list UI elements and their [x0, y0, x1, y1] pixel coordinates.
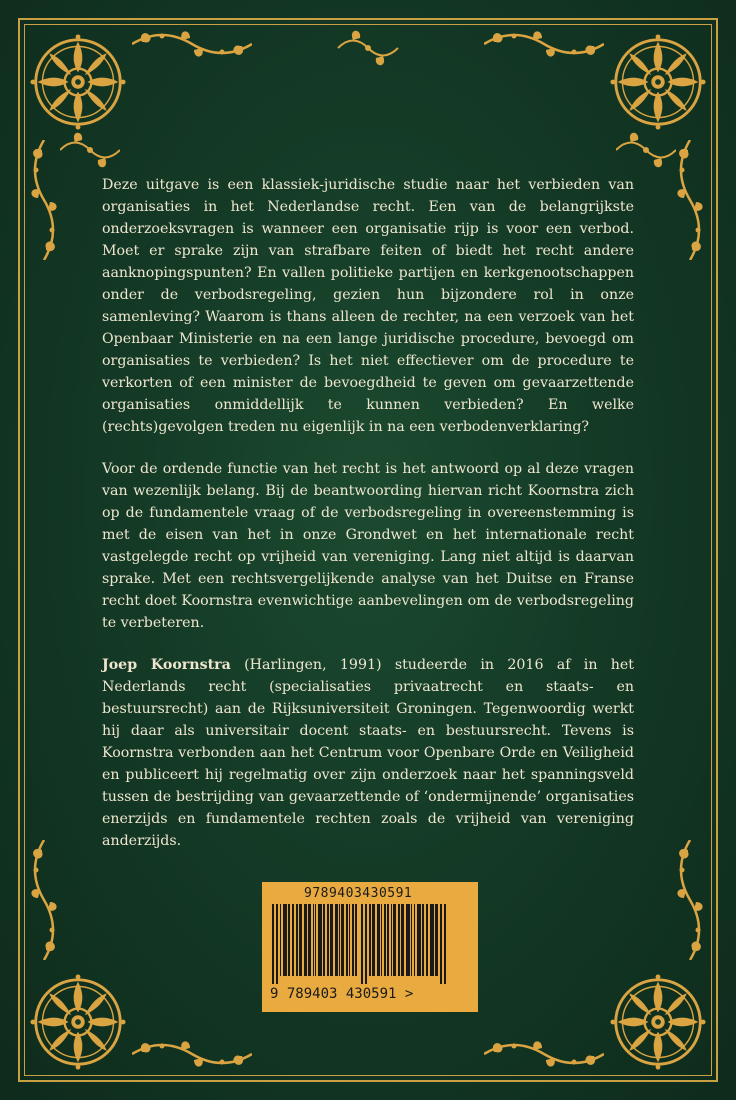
floral-flourish-icon: [336, 28, 400, 68]
floral-flourish-icon: [30, 140, 60, 260]
rosette-ornament-icon: [610, 974, 706, 1070]
floral-flourish-icon: [60, 130, 120, 170]
floral-flourish-icon: [484, 30, 604, 60]
author-bio-text: (Harlingen, 1991) studeerde in 2016 af in het Nederlands recht (specialisaties privaatrecht en staats- en bestuursrecht) aan de Rijksuniversiteit Groningen. Tegenwoordig werkt hij daar als universitair docent staats- en bestuursrecht. Tevens is Koornstra verbonden aan het Centrum voor Openbare Orde en Veiligheid en publiceert hij regelmatig over zijn onderzoek naar het spanningsveld tussen de bestrijding van gevaarzettende of ‘ondermijnende’ organisaties enerzijds en fundamentele rechten zoals de vrijheid van vereniging anderzijds.: [102, 657, 634, 849]
author-bio: [102, 654, 634, 852]
floral-flourish-icon: [676, 840, 706, 960]
floral-flourish-icon: [676, 140, 706, 260]
floral-flourish-icon: [616, 130, 676, 170]
blurb-paragraph: Deze uitgave is een klassiek-juridische studie naar het verbieden van organisaties in het Nederlandse recht. Een van de belangrijkste onderzoeksvragen is wanneer een organisatie rijp is voor een verbod. Moet er sprake zijn van strafbare feiten of biedt het recht andere aanknopingspunten? En vallen politieke partijen en kerkgenootschappen onder de verbodsregeling, gezien hun bijzondere rol in onze samenleving? Waarom is thans alleen de rechter, na een verzoek van het Openbaar Ministerie en na een lange juridische procedure, bevoegd om organisaties te verbieden? Is het niet effectiever om de procedure te verkorten of een minister de bevoegdheid te geven om gevaarzettende organisaties onmiddellijk te kunnen verbieden? En welke (rechts)gevolgen treden nu eigenlijk in na een verbodenverklaring?: [102, 177, 634, 435]
blurb-paragraph: Voor de ordende functie van het recht is het antwoord op al deze vragen van wezenlijk belang. Bij de beantwoording hiervan richt Koornstra zich op de fundamentele vraag of de verbodsregeling in overeenstemming is met de eisen van het in onze Grondwet en het internationale recht vastgelegde recht op vrijheid van vereniging. Lang niet altijd is daarvan sprake. Met een rechtsvergelijkende analyse van het Duitse en Franse recht doet Koornstra evenwichtige aanbevelingen om de verbodsregeling te verbeteren.: [102, 461, 634, 631]
back-cover-blurb: [102, 174, 634, 872]
floral-flourish-icon: [484, 1040, 604, 1070]
floral-flourish-icon: [30, 840, 60, 960]
author-name: Joep Koornstra: [102, 657, 231, 673]
rosette-ornament-icon: [610, 34, 706, 130]
rosette-ornament-icon: [30, 974, 126, 1070]
isbn-number-top: 9789403430591: [304, 886, 413, 901]
floral-flourish-icon: [132, 1040, 252, 1070]
floral-flourish-icon: [132, 30, 252, 60]
isbn-number-bottom: 9 789403 430591 >: [270, 986, 414, 1002]
isbn-barcode: [262, 882, 478, 1012]
barcode-bars: [270, 904, 470, 984]
rosette-ornament-icon: [30, 34, 126, 130]
